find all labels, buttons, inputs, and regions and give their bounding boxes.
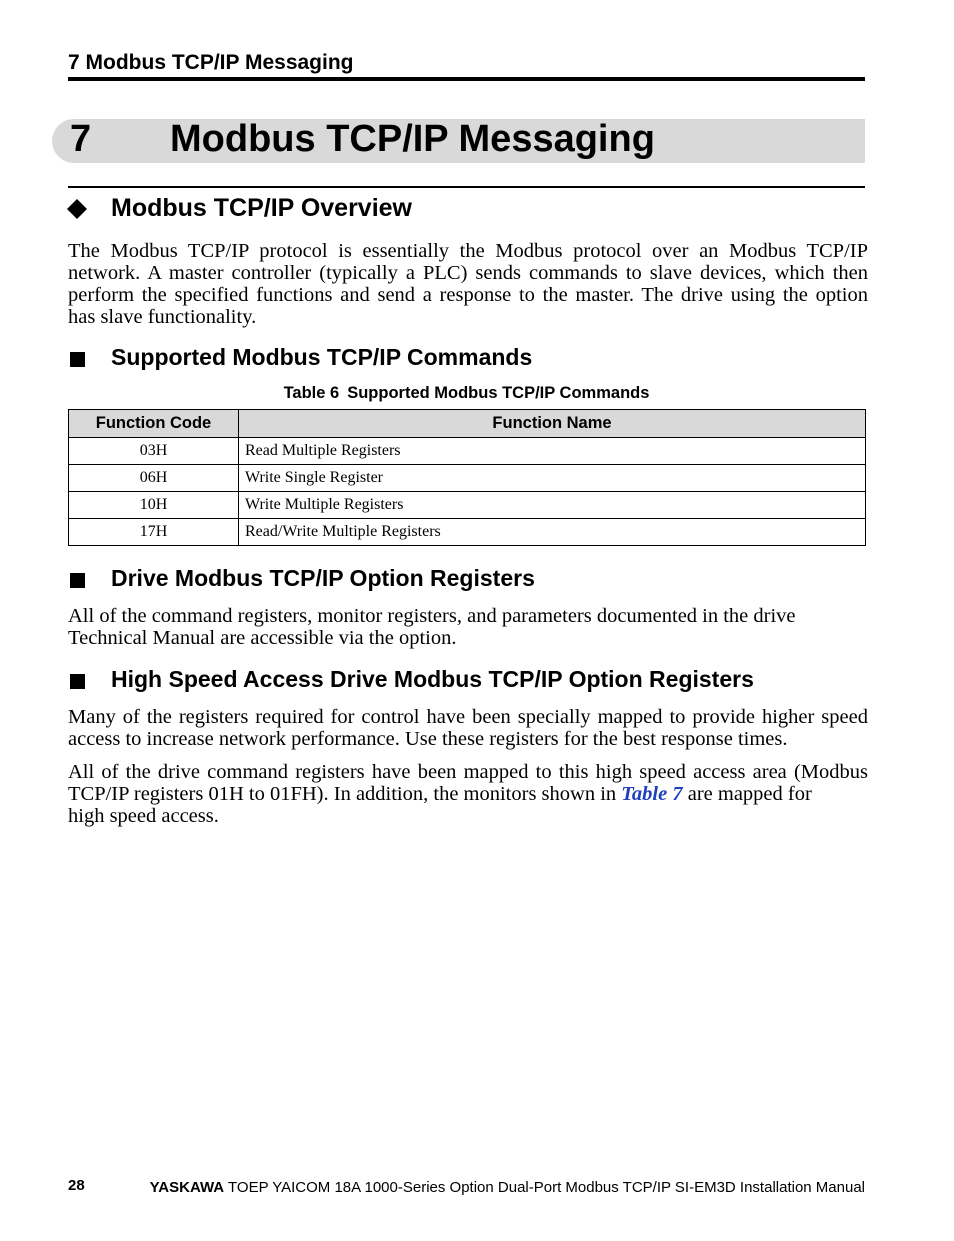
overview-paragraph (68, 240, 868, 328)
option-registers-paragraph (68, 605, 868, 649)
function-name-cell: Write Multiple Registers (239, 492, 866, 519)
high-speed-paragraph-1 (68, 706, 868, 750)
high-speed-heading: High Speed Access Drive Modbus TCP/IP Option Registers (111, 666, 754, 692)
function-code-cell: 03H (69, 438, 239, 465)
square-bullet-icon (70, 573, 85, 588)
overview-heading: Modbus TCP/IP Overview (111, 194, 413, 222)
table-7-link[interactable]: Table 7 (621, 783, 683, 805)
overview-line: network. A master controller (typically a PLC) sends commands to slave devices, which then (68, 262, 868, 284)
high-speed-text: TCP/IP registers 01H to 01FH). In addition, the monitors shown in (68, 783, 622, 805)
diamond-bullet-icon (67, 199, 87, 219)
table-row (69, 438, 866, 465)
high-speed-line: high speed access. (68, 805, 219, 827)
function-name-cell: Write Single Register (239, 465, 866, 492)
high-speed-line-with-link (68, 783, 868, 805)
square-bullet-icon (70, 352, 85, 367)
footer-document-title (150, 1179, 865, 1196)
running-header: 7 Modbus TCP/IP Messaging (68, 51, 354, 74)
section-rule (68, 186, 865, 188)
function-name-cell: Read Multiple Registers (239, 438, 866, 465)
option-registers-line: Technical Manual are accessible via the option. (68, 627, 457, 649)
high-speed-line: access to increase network performance. Use these registers for the best response times. (68, 728, 788, 750)
option-registers-line: All of the command registers, monitor registers, and parameters documented in the drive (68, 605, 796, 627)
table-header-row (69, 410, 866, 438)
footer-document: TOEP YAICOM 18A 1000-Series Option Dual-Port Modbus TCP/IP SI-EM3D Installation Manual (228, 1179, 865, 1196)
overview-line: perform the specified functions and send a response to the master. The drive using the option (68, 284, 868, 306)
table-row (69, 492, 866, 519)
function-code-cell: 06H (69, 465, 239, 492)
high-speed-paragraph-2 (68, 761, 868, 827)
chapter-number: 7 (70, 118, 92, 160)
function-code-cell: 10H (69, 492, 239, 519)
table-caption-label: Table 6 (283, 384, 340, 402)
header-rule (68, 77, 865, 81)
function-code-cell: 17H (69, 519, 239, 546)
footer-brand: YASKAWA (149, 1179, 225, 1196)
table-caption-title: Supported Modbus TCP/IP Commands (347, 384, 650, 402)
overview-line: has slave functionality. (68, 306, 257, 328)
commands-table (68, 409, 866, 546)
column-header-function-code: Function Code (69, 410, 239, 438)
high-speed-line: All of the drive command registers have been mapped to this high speed access area (Modbus (68, 761, 868, 783)
page-number: 28 (68, 1177, 85, 1194)
chapter-title: Modbus TCP/IP Messaging (170, 118, 655, 160)
function-name-cell: Read/Write Multiple Registers (239, 519, 866, 546)
high-speed-text: are mapped for (682, 783, 812, 805)
option-registers-heading: Drive Modbus TCP/IP Option Registers (111, 565, 535, 591)
column-header-function-name: Function Name (239, 410, 866, 438)
table-caption (0, 384, 933, 403)
table-row (69, 465, 866, 492)
high-speed-line: Many of the registers required for control have been specially mapped to provide higher speed (68, 706, 868, 728)
commands-heading: Supported Modbus TCP/IP Commands (111, 344, 533, 370)
square-bullet-icon (70, 674, 85, 689)
overview-line: The Modbus TCP/IP protocol is essentially the Modbus protocol over an Modbus TCP/IP (68, 240, 868, 262)
table-row (69, 519, 866, 546)
